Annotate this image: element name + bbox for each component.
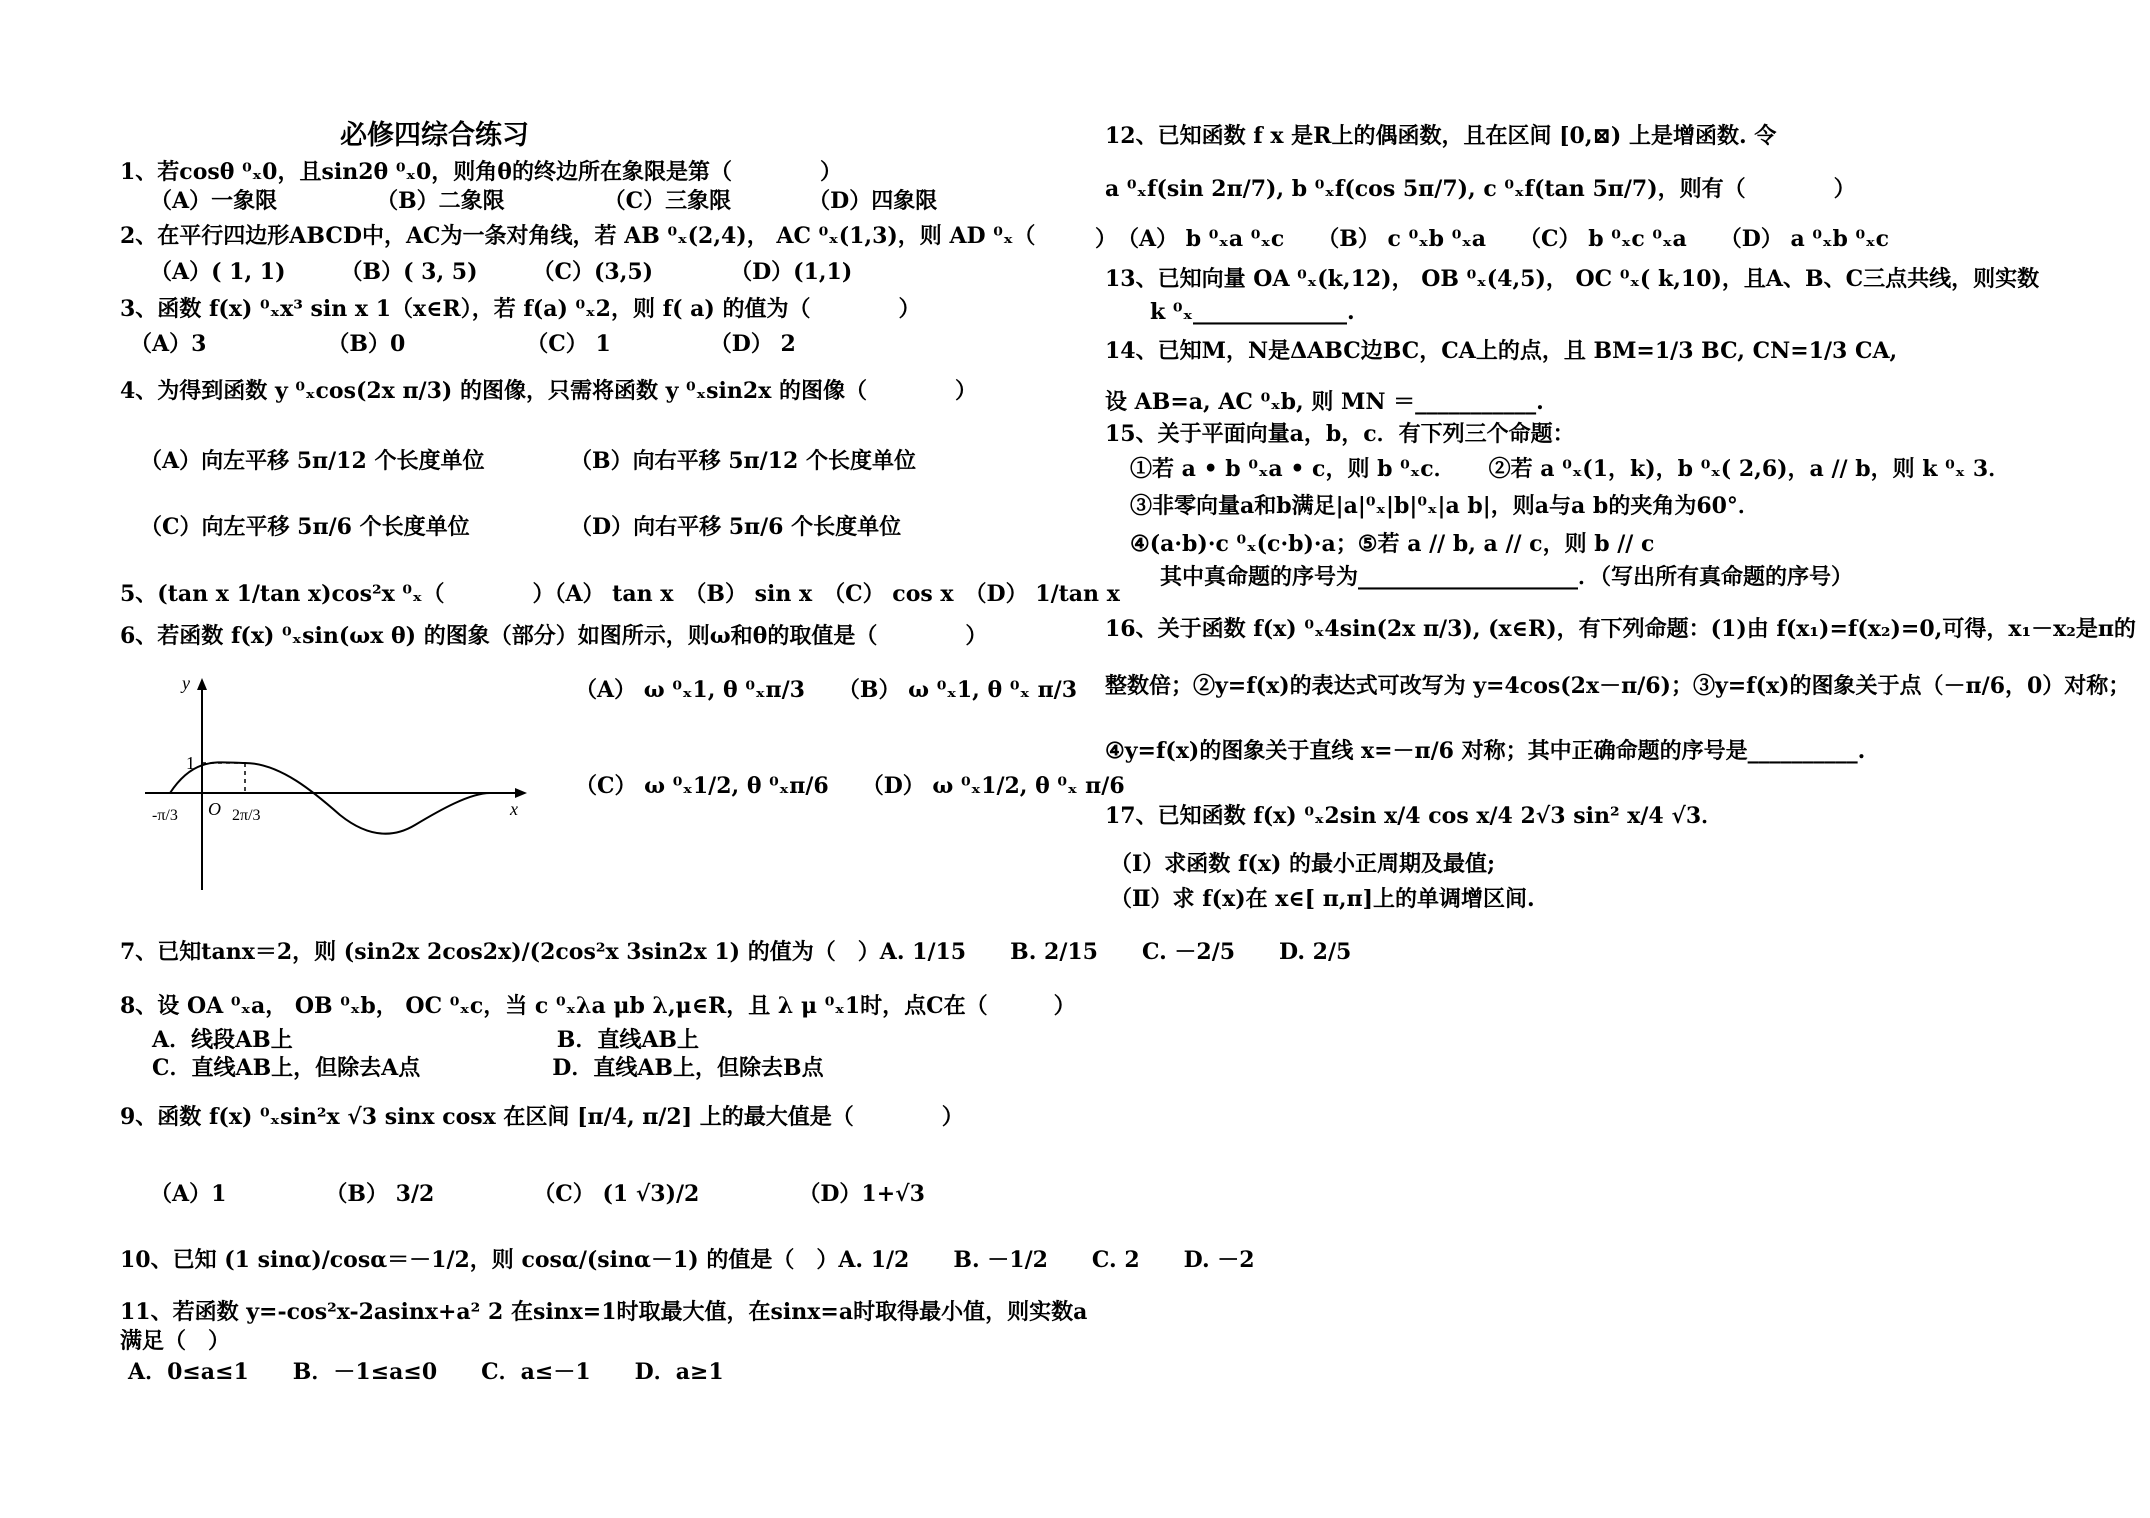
question-5: 5、(tan x 1/tan x)cos²x ⁰ₓ（ ）（A） tan x （B） sin x （C） cos x （D） 1/tan x: [120, 581, 1120, 607]
question-2-options: （A）( 1, 1) （B）( 3, 5) （C）(3,5) （D）(1,1): [150, 259, 853, 285]
question-15: 15、关于平面向量a，b，c．有下列三个命题：: [1105, 421, 1575, 447]
question-7: 7、已知tanx＝2，则 (sin2x 2cos2x)/(2cos²x 3sin2x 1) 的值为（ ）A. 1/15 B. 2/15 C. －2/5 D. 2/5: [120, 939, 1352, 965]
question-12: 12、已知函数 f x 是R上的偶函数，且在区间 [0,⊠) 上是增函数. 令: [1105, 123, 1777, 149]
question-10: 10、已知 (1 sinα)/cosα＝－1/2，则 cosα/(sinα－1) 的值是（ ）A. 1/2 B. －1/2 C. 2 D. －2: [120, 1247, 1255, 1273]
question-16: 16、关于函数 f(x) ⁰ₓ4sin(2x π/3), (x∈R)，有下列命题：(1)由 f(x₁)=f(x₂)=0,可得，x₁－x₂是π的: [1105, 616, 2136, 642]
question-11-cont: 满足（ ）: [120, 1328, 231, 1354]
question-17-part-1: （Ⅰ）求函数 f(x) 的最小正周期及最值;: [1110, 851, 1496, 877]
question-2: 2、在平行四边形ABCD中，AC为一条对角线，若 AB ⁰ₓ(2,4)， AC ⁰ₓ(1,3)，则 AD ⁰ₓ（: [120, 223, 1036, 249]
question-6-options-cd: （C） ω ⁰ₓ1/2, θ ⁰ₓπ/6 （D） ω ⁰ₓ1/2, θ ⁰ₓ π/6: [575, 773, 1125, 799]
question-1-options: （A）一象限 （B）二象限 （C）三象限 （D）四象限: [150, 188, 938, 214]
question-8-options-2: C．直线AB上，但除去A点 D．直线AB上，但除去B点: [152, 1055, 824, 1081]
y-axis-label: y: [182, 675, 190, 693]
question-15-items-12: ①若 a • b ⁰ₓa • c，则 b ⁰ₓc． ②若 a ⁰ₓ(1，k)，b ⁰ₓ( 2,6)，a // b，则 k ⁰ₓ 3．: [1130, 456, 2011, 482]
page-title: 必修四综合练习: [340, 120, 529, 151]
tick-one-label: 1: [186, 753, 195, 773]
tick-pos-label: 2π/3: [232, 807, 261, 824]
question-4-option-c: （C）向左平移 5π/6 个长度单位: [140, 514, 470, 540]
question-12-defs: a ⁰ₓf(sin 2π/7), b ⁰ₓf(cos 5π/7), c ⁰ₓf(tan 5π/7)，则有（ ）: [1105, 176, 1856, 202]
question-14: 14、已知M，N是ΔABC边BC，CA上的点，且 BM=1/3 BC, CN=1/3 CA,: [1105, 338, 1898, 364]
question-15-answer: 其中真命题的序号为____________________．（写出所有真命题的序号）: [1160, 564, 1854, 590]
question-12-options: ） （A） b ⁰ₓa ⁰ₓc （B） c ⁰ₓb ⁰ₓa （C） b ⁰ₓc ⁰ₓa （D） a ⁰ₓb ⁰ₓc: [1095, 226, 1889, 252]
question-14-cont: 设 AB=a, AC ⁰ₓb, 则 MN ＝___________.: [1105, 389, 1544, 415]
question-8: 8、设 OA ⁰ₓa， OB ⁰ₓb， OC ⁰ₓc，当 c ⁰ₓλa μb λ,μ∈R，且 λ μ ⁰ₓ1时，点C在（ ）: [120, 993, 1076, 1019]
question-9-options: （A）1 （B） 3/2 （C） (1 √3)/2 （D）1+√3: [150, 1181, 925, 1207]
question-6: 6、若函数 f(x) ⁰ₓsin(ωx θ) 的图象（部分）如图所示，则ω和θ的取值是（ ）: [120, 623, 988, 649]
tick-neg-label: -π/3: [152, 807, 178, 824]
y-axis-arrow-icon: [197, 678, 207, 690]
question-9: 9、函数 f(x) ⁰ₓsin²x √3 sinx cosx 在区间 [π/4, π/2] 上的最大值是（ ）: [120, 1104, 964, 1130]
question-15-item-3: ③非零向量a和b满足|a|⁰ₓ|b|⁰ₓ|a b|，则a与a b的夹角为60°．: [1130, 493, 1760, 519]
question-4-option-a: （A）向左平移 5π/12 个长度单位: [140, 448, 485, 474]
question-16-cont2: ④y=f(x)的图象关于直线 x=－π/6 对称；其中正确命题的序号是__________.: [1105, 738, 1866, 764]
question-13: 13、已知向量 OA ⁰ₓ(k,12)， OB ⁰ₓ(4,5)， OC ⁰ₓ( k,10)，且A、B、C三点共线，则实数: [1105, 266, 2040, 292]
question-11-options: A．0≤a≤1 B．－1≤a≤0 C．a≤－1 D．a≥1: [128, 1359, 724, 1385]
question-3-options: （A）3 （B）0 （C） 1 （D） 2: [130, 331, 796, 357]
x-axis-arrow-icon: [515, 788, 527, 798]
sine-curve-main: [170, 762, 490, 833]
sine-graph: [140, 675, 540, 895]
question-17: 17、已知函数 f(x) ⁰ₓ2sin x/4 cos x/4 2√3 sin² x/4 √3．: [1105, 803, 1724, 829]
question-4-option-b: （B）向右平移 5π/12 个长度单位: [570, 448, 916, 474]
question-3: 3、函数 f(x) ⁰ₓx³ sin x 1（x∈R），若 f(a) ⁰ₓ2，则 f( a) 的值为（ ）: [120, 296, 921, 322]
question-11: 11、若函数 y=-cos²x-2asinx+a² 2 在sinx=1时取最大值，在sinx=a时取得最小值，则实数a: [120, 1299, 1088, 1325]
question-4: 4、为得到函数 y ⁰ₓcos(2x π/3) 的图像，只需将函数 y ⁰ₓsin2x 的图像（ ）: [120, 378, 977, 404]
origin-label: O: [208, 799, 221, 819]
question-4-option-d: （D）向右平移 5π/6 个长度单位: [570, 514, 902, 540]
question-6-options-ab: （A） ω ⁰ₓ1, θ ⁰ₓπ/3 （B） ω ⁰ₓ1, θ ⁰ₓ π/3: [575, 677, 1078, 703]
question-15-items-45: ④(a·b)·c ⁰ₓ(c·b)·a；⑤若 a // b, a // c，则 b // c: [1130, 531, 1655, 557]
x-axis-label: x: [510, 799, 518, 819]
question-16-cont: 整数倍；②y=f(x)的表达式可改写为 y=4cos(2x－π/6)；③y=f(x)的图象关于点（－π/6，0）对称；: [1105, 673, 2131, 699]
question-1: 1、若cosθ ⁰ₓ0，且sin2θ ⁰ₓ0，则角θ的终边所在象限是第（ ）: [120, 159, 842, 185]
question-8-options-1: A．线段AB上 B．直线AB上: [152, 1027, 699, 1053]
question-13-cont: k ⁰ₓ______________.: [1150, 299, 1355, 325]
question-17-part-2: （Ⅱ）求 f(x)在 x∈[ π,π]上的单调增区间.: [1110, 886, 1535, 912]
